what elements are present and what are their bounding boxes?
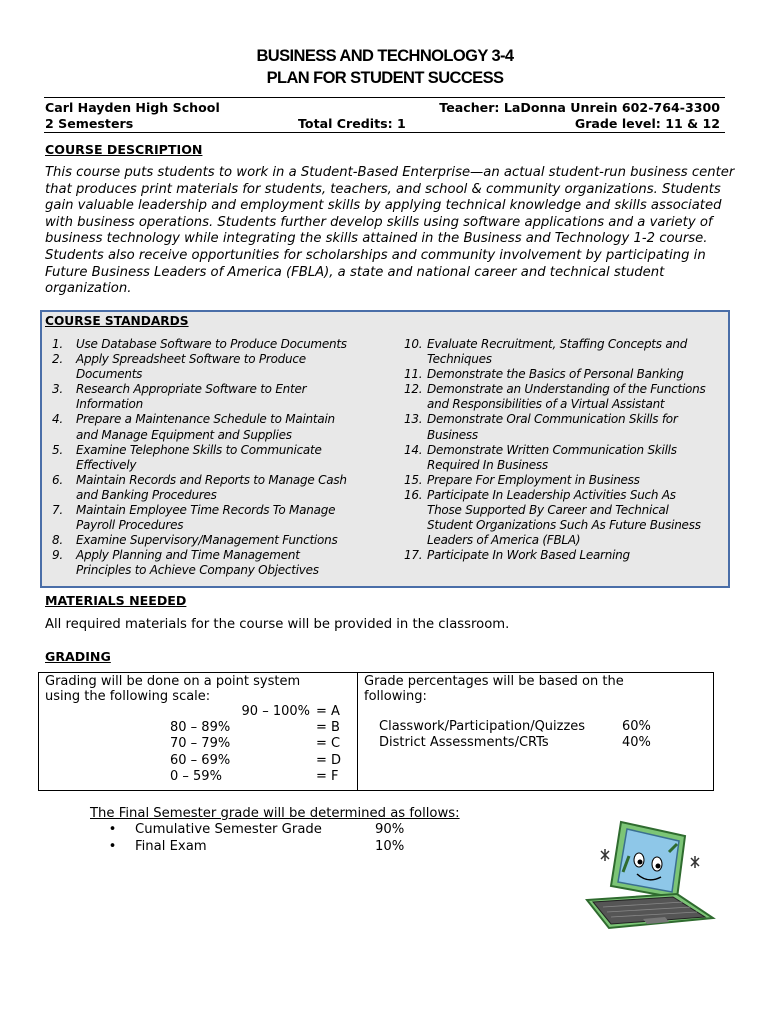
standard-item (404, 548, 729, 563)
header-rule-top (44, 97, 725, 98)
standard-text-line: Student Organizations Such As Future Business (427, 518, 701, 533)
sparkle-left (601, 849, 609, 861)
grading-intro-1: Grading will be done on a point system (45, 674, 301, 689)
standard-text-line: Payroll Procedures (76, 518, 184, 533)
final-grade-item (90, 839, 460, 855)
standard-text-line: Techniques (427, 352, 492, 367)
grading-scale (170, 704, 351, 785)
standard-number: 13. (404, 412, 423, 427)
standard-item (52, 473, 397, 503)
standard-item (52, 443, 397, 473)
standard-item (52, 548, 397, 578)
standard-number: 14. (404, 442, 423, 457)
header-rule-bottom (44, 132, 725, 133)
standard-text-line: Examine Telephone Skills to Communicate (76, 442, 322, 457)
grade-weights (379, 719, 707, 751)
standard-text-line: Research Appropriate Software to Enter (76, 382, 307, 397)
weight-name: Classwork/Participation/Quizzes (379, 719, 586, 734)
weight-percent: 60% (622, 719, 651, 734)
standard-item (404, 473, 729, 488)
standard-item (404, 367, 729, 382)
standard-number: 5. (52, 442, 63, 457)
final-item-name: Final Exam (135, 838, 207, 854)
standard-number: 3. (52, 382, 63, 397)
materials-heading: MATERIALS NEEDED (45, 593, 187, 608)
standard-item (52, 382, 397, 412)
standard-text-line: and Banking Procedures (76, 487, 217, 502)
course-description-text: This course puts students to work in a Student-Based Enterprise—an actual student-run business center that produces print materials for students, teachers, and school & community organizations. Students gain valuable leadership and employment skills by applying technical knowledge and skills associated with business operations. Students further develop skills using software applications and a variety of business technology while integrating the skills attained in the Business and Technology 1-2 course. Students also receive opportunities for scholarships and community involvement by participating in Future Business Leaders of America (FBLA), a state and national career and technical student organization. (45, 165, 735, 297)
standard-text-line: Apply Spreadsheet Software to Produce (76, 352, 306, 367)
grade-percentages-cell (358, 673, 714, 791)
standard-text-line: Effectively (76, 457, 137, 472)
final-item-percent: 10% (375, 838, 405, 854)
final-item-name: Cumulative Semester Grade (135, 822, 322, 838)
grade-weight-row (379, 735, 707, 751)
standard-item (52, 503, 397, 533)
grading-table (38, 672, 714, 791)
course-standards-heading: COURSE STANDARDS (45, 314, 189, 328)
document-title-line2: PLAN FOR STUDENT SUCCESS (266, 69, 504, 87)
standards-list-right (404, 337, 729, 563)
sparkle-right (691, 856, 699, 868)
grade-level: Grade level: 11 & 12 (574, 116, 720, 131)
school-name: Carl Hayden High School (45, 100, 220, 115)
standard-text-line: Participate In Work Based Learning (427, 548, 630, 563)
standard-item (404, 412, 729, 442)
scale-grade: = A (316, 704, 340, 719)
semesters: 2 Semesters (45, 116, 134, 131)
scale-range: 90 – 100% (241, 704, 310, 719)
standard-text-line: Documents (76, 367, 143, 382)
weight-percent: 40% (622, 735, 651, 751)
scale-range: 60 – 69% (170, 752, 231, 768)
final-item-percent: 90% (375, 822, 405, 838)
standard-text-line: Principles to Achieve Company Objectives (76, 563, 319, 578)
standard-text-line: Those Supported By Career and Technical (427, 503, 669, 518)
standard-number: 8. (52, 533, 63, 548)
standard-item (52, 533, 397, 548)
standard-text-line: Maintain Records and Reports to Manage Cash (76, 472, 347, 487)
final-grade-section (90, 806, 460, 855)
standard-text-line: Use Database Software to Produce Documents (76, 337, 347, 351)
scale-grade: = D (316, 752, 342, 768)
grade-weight-row (379, 719, 707, 735)
standard-number: 2. (52, 352, 63, 367)
standard-number: 15. (404, 472, 423, 487)
course-standards-box (40, 310, 730, 588)
standard-number: 4. (52, 412, 63, 427)
standard-text-line: Prepare a Maintenance Schedule to Maintain (76, 412, 335, 427)
standard-text-line: and Manage Equipment and Supplies (76, 427, 292, 442)
standard-item (52, 412, 397, 442)
standard-item (404, 337, 729, 367)
grading-heading: GRADING (45, 649, 111, 664)
weight-name: District Assessments/CRTs (379, 735, 549, 751)
grading-intro-2: using the following scale: (45, 689, 211, 704)
scale-range: 70 – 79% (170, 736, 231, 752)
bullet-icon: • (108, 838, 117, 854)
document-title-line1: BUSINESS AND TECHNOLOGY 3-4 (256, 47, 514, 65)
standards-list-left (52, 337, 397, 579)
bullet-icon: • (108, 822, 117, 838)
scale-range: 0 – 59% (170, 768, 222, 784)
standard-text-line: Examine Supervisory/Management Functions (76, 533, 338, 548)
standard-text-line: Prepare For Employment in Business (427, 472, 640, 487)
percentages-intro-2: following: (364, 689, 427, 704)
standard-text-line: Business (427, 427, 478, 442)
standard-item (52, 337, 397, 352)
standard-text-line: Leaders of America (FBLA) (427, 533, 581, 548)
standard-number: 6. (52, 472, 63, 487)
final-grade-heading: The Final Semester grade will be determined as follows: (90, 806, 460, 821)
standard-text-line: Demonstrate the Basics of Personal Banking (427, 367, 684, 382)
grading-scale-cell (39, 673, 358, 791)
standard-number: 7. (52, 503, 63, 518)
standard-text-line: Evaluate Recruitment, Staffing Concepts and (427, 337, 688, 351)
scale-grade: = B (316, 720, 340, 736)
standard-number: 11. (404, 367, 423, 382)
standard-number: 16. (404, 487, 423, 502)
standard-text-line: Demonstrate Written Communication Skills (427, 442, 677, 457)
total-credits: Total Credits: 1 (298, 116, 406, 131)
standard-number: 9. (52, 548, 63, 563)
standard-number: 17. (404, 548, 423, 563)
laptop-character-icon (573, 816, 721, 938)
standard-text-line: Required In Business (427, 457, 548, 472)
standard-text-line: Participate In Leadership Activities Such As (427, 487, 676, 502)
standard-text-line: Demonstrate an Understanding of the Functions (427, 382, 706, 397)
standard-number: 12. (404, 382, 423, 397)
percentages-intro-1: Grade percentages will be based on the (364, 674, 624, 689)
standard-number: 10. (404, 337, 423, 351)
standard-text-line: Maintain Employee Time Records To Manage (76, 503, 336, 518)
final-grade-item (90, 822, 460, 838)
standard-text-line: Demonstrate Oral Communication Skills for (427, 412, 678, 427)
standard-number: 1. (52, 337, 63, 351)
final-grade-items (90, 822, 460, 855)
standard-item (52, 352, 397, 382)
standard-text-line: Information (76, 397, 143, 412)
teacher-info: Teacher: LaDonna Unrein 602-764-3300 (439, 100, 720, 115)
standard-item (404, 443, 729, 473)
materials-text: All required materials for the course will be provided in the classroom. (45, 617, 510, 632)
scale-range: 80 – 89% (170, 720, 231, 736)
standard-item (404, 488, 729, 548)
standard-item (404, 382, 729, 412)
scale-grade: = C (316, 736, 341, 752)
standard-text-line: and Responsibilities of a Virtual Assistant (427, 397, 665, 412)
standard-text-line: Apply Planning and Time Management (76, 548, 300, 563)
course-description-heading: COURSE DESCRIPTION (45, 142, 203, 157)
scale-grade: = F (316, 768, 339, 784)
